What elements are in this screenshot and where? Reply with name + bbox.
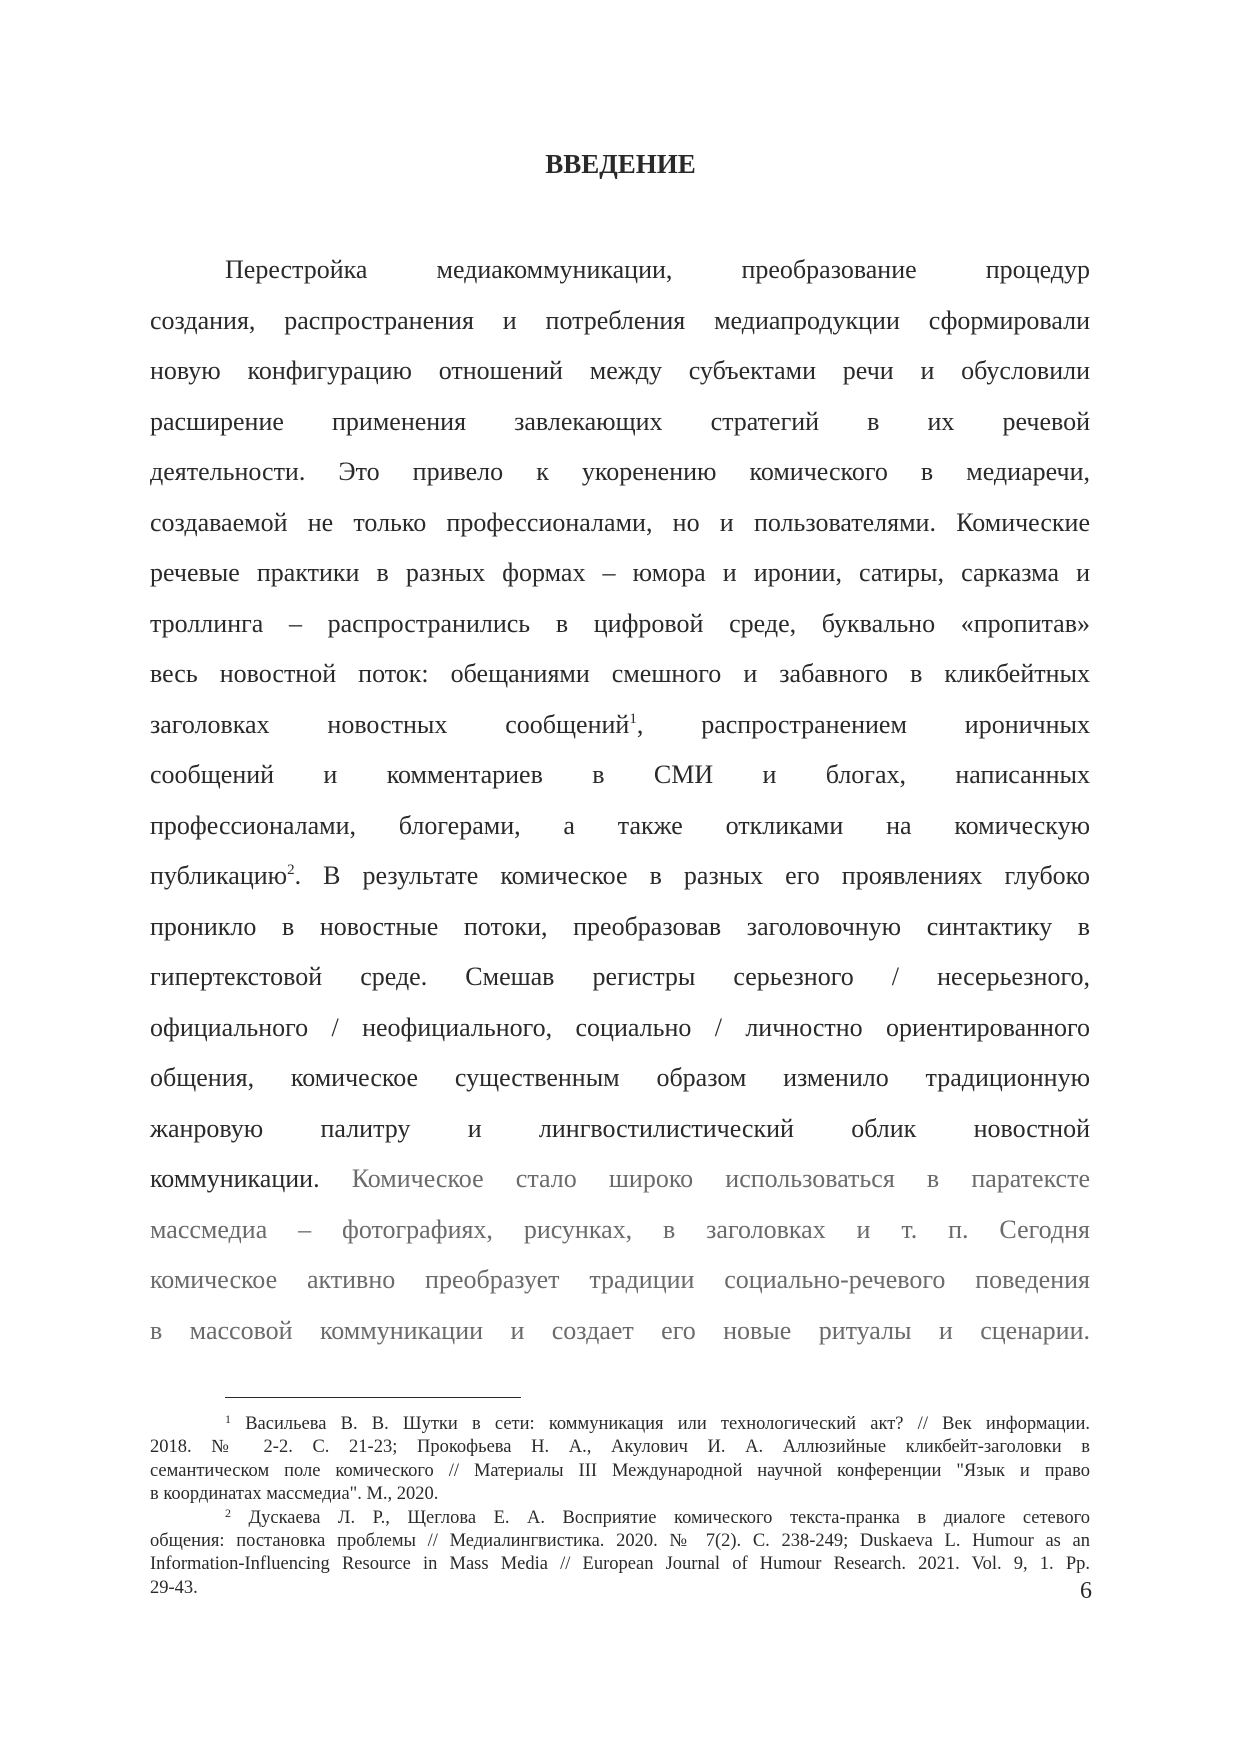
- body-line: [150, 1154, 1090, 1205]
- body-line: Перестройка медиакоммуникации, преобразование процедур: [225, 255, 1090, 284]
- body-line-text: Комическое стало широко использоваться в паратексте: [351, 1164, 1090, 1193]
- body-line-text: заголовках новостных сообщений: [150, 709, 630, 739]
- body-line: общения, комическое существенным образом изменило традиционную: [150, 1063, 1090, 1092]
- body-line-text: . В результате комическое в разных его проявлениях глубоко: [294, 861, 1090, 890]
- footnote-number: 1: [225, 1412, 231, 1426]
- footnotes: [150, 1413, 1090, 1600]
- footnote-line: 2018. № 2-2. С. 21-23; Прокофьева Н. А., Акулович И. А. Аллюзийные кликбейт-заголовки в: [150, 1437, 1090, 1458]
- body-line: гипертекстовой среде. Смешав регистры серьезного / несерьезного,: [150, 962, 1090, 991]
- body-line: весь новостной поток: обещаниями смешного и забавного в кликбейтных: [150, 659, 1090, 688]
- body-line: речевые практики в разных формах – юмора и иронии, сатиры, сарказма и: [150, 558, 1090, 587]
- body-line: создания, распространения и потребления медиапродукции сформировали: [150, 305, 1090, 335]
- body-line-text: публикацию: [150, 861, 288, 890]
- body-line: жанровую палитру и лингвостилистический облик новостной: [150, 1113, 1090, 1143]
- footnote-text: Дускаева Л. Р., Щеглова Е. А. Восприятие комического текста-пранка в диалоге сетевого: [248, 1507, 1091, 1528]
- body-line: сообщений и комментариев в СМИ и блогах, написанных: [150, 760, 1090, 789]
- footnote-ref-1[interactable]: 1: [629, 710, 637, 727]
- body-line: в массовой коммуникации и создает его новые ритуалы и сценарии.: [150, 1315, 1090, 1345]
- body-line: профессионалами, блогерами, а также откликами на комическую: [150, 810, 1090, 840]
- footnote-line: [150, 1507, 1090, 1530]
- body-line-text: , распространением ироничных: [636, 709, 1090, 739]
- footnote-line: семантическом поле комического // Материалы III Международной научной конференции "Язык и право: [150, 1460, 1090, 1481]
- footnote-number: 2: [225, 1505, 231, 1520]
- body-text: [150, 245, 1090, 1356]
- footnote-line: Information-Influencing Resource in Mass Media // European Journal of Humour Research. 2021. Vol. 9, 1. Pp.: [150, 1554, 1090, 1575]
- body-line: троллинга – распространились в цифровой среде, буквально «пропитав»: [150, 608, 1090, 638]
- body-line: [150, 700, 1090, 751]
- footnote-text: Васильева В. В. Шутки в сети: коммуникация или технологический акт? // Век информации.: [245, 1414, 1090, 1434]
- footnote-2: [150, 1507, 1090, 1601]
- footnote-line: [150, 1413, 1090, 1436]
- footnote-line: общения: постановка проблемы // Медиалингвистика. 2020. № 7(2). С. 238-249; Duskaeva L. Humour as an: [150, 1530, 1090, 1551]
- page-number: 6: [1080, 1578, 1092, 1604]
- body-line: деятельности. Это привело к укоренению комического в медиаречи,: [150, 457, 1090, 486]
- footnote-separator: [225, 1397, 521, 1398]
- body-line: комическое активно преобразует традиции социально-речевого поведения: [150, 1265, 1090, 1294]
- body-line: новую конфигурацию отношений между субъектами речи и обусловили: [150, 356, 1090, 385]
- body-line: официального / неофициального, социально / личностно ориентированного: [150, 1012, 1090, 1042]
- footnote-line: 29-43.: [150, 1577, 198, 1598]
- footnote-line: в координатах массмедиа". М., 2020.: [150, 1484, 439, 1505]
- section-heading: ВВЕДЕНИЕ: [545, 149, 696, 179]
- body-line: проникло в новостные потоки, преобразовав заголовочную синтактику в: [150, 911, 1090, 941]
- footnote-1: [150, 1413, 1090, 1507]
- body-line: [150, 851, 1090, 902]
- footnote-ref-2[interactable]: 2: [287, 862, 295, 878]
- body-line-text: коммуникации.: [150, 1164, 352, 1193]
- body-line: расширение применения завлекающих стратегий в их речевой: [150, 406, 1090, 436]
- body-line: массмедиа – фотографиях, рисунках, в заголовках и т. п. Сегодня: [150, 1214, 1090, 1244]
- body-line: создаваемой не только профессионалами, но и пользователями. Комические: [150, 507, 1090, 537]
